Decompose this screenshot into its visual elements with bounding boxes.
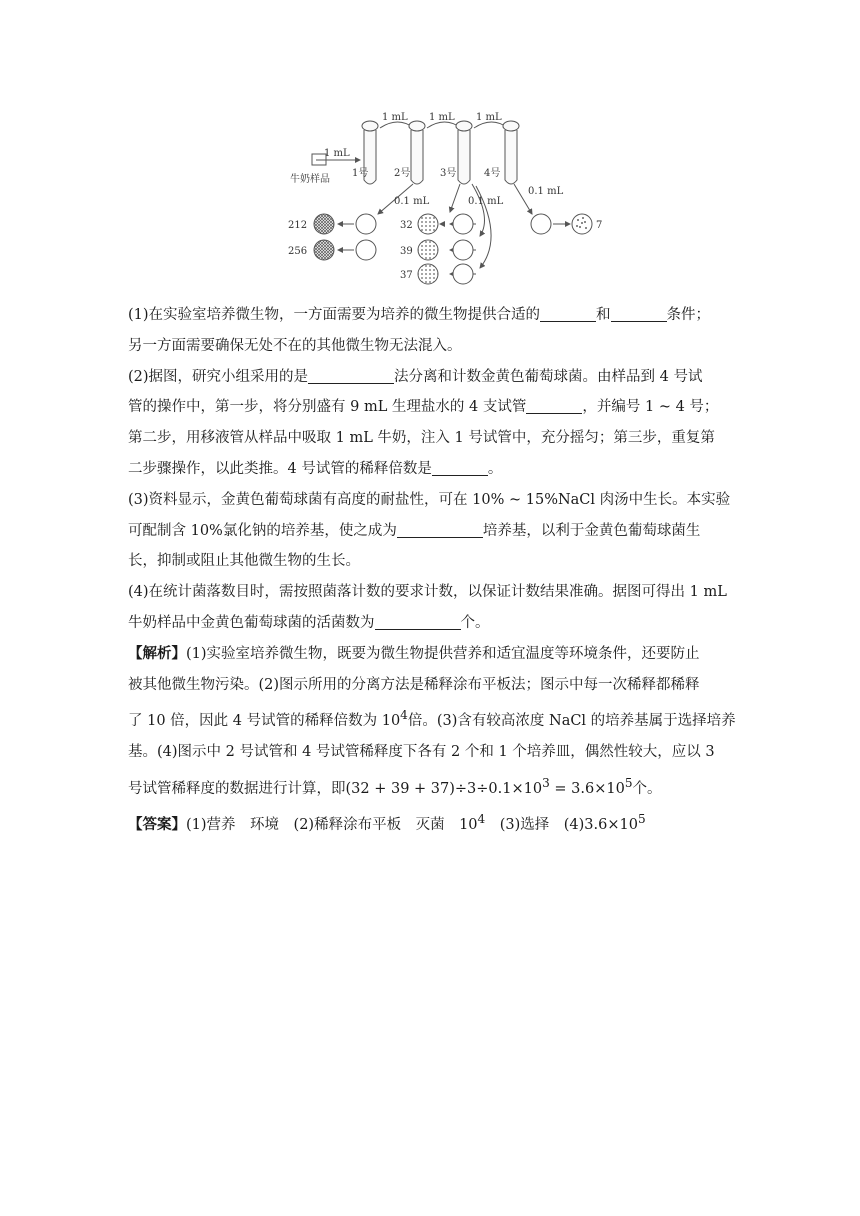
transfer-label-3: 1 mL [476,112,502,123]
question-body [128,300,738,841]
transfer-label-1: 1 mL [382,112,408,123]
question-2 [128,362,738,485]
q1-text-d: 另一方面需要确保无处不在的其他微生物无法混入。 [128,337,462,354]
answer-text-1: (1)营养 环境 (2)稀释涂布平板 灭菌 10 [186,817,478,834]
answer-section [128,804,738,841]
dilution-diagram [280,108,610,290]
q3-text-d: 长，抑制或阻止其他微生物的生长。 [128,553,360,570]
analysis-section [128,639,738,805]
q2-text-f: 二步骤操作，以此类推。4 号试管的稀释倍数是 [128,460,432,477]
plate-39 [418,240,438,260]
answer-blank[interactable] [397,521,483,538]
tube-label-3: 3号 [440,168,457,179]
q1-text-b: 和 [596,307,611,323]
plate-256 [314,240,334,260]
count-212: 212 [288,220,308,231]
count-256: 256 [288,246,308,257]
answer-blank[interactable] [540,305,596,322]
q2-text-b: 法分离和计数金黄色葡萄球菌。由样品到 4 号试 [394,368,703,385]
analysis-line-5c: 个。 [632,780,662,797]
petri-plates [314,214,592,284]
analysis-line-2: 被其他微生物污染。(2)图示所用的分离方法是稀释涂布平板法；图示中每一次稀释都稀释 [128,676,700,693]
plate-32 [418,214,438,234]
answer-tag: 【答案】 [128,816,186,834]
exponent: 5 [637,812,646,827]
q3-text-b: 可配制含 10%氯化钠的培养基，使之成为 [128,522,397,539]
q3-text-c: 培养基，以利于金黄色葡萄球菌生 [482,522,701,539]
q2-text-a: (2)据图，研究小组采用的是 [128,368,309,385]
q4-text-a: (4)在统计菌落数目时，需按照菌落计数的要求计数，以保证计数结果准确。据图可得出 1 mL [128,584,727,601]
exponent: 5 [624,775,633,790]
q4-text-c: 个。 [460,614,490,631]
exponent: 3 [542,775,550,790]
answer-blank[interactable] [432,459,488,476]
plate-blank-5 [453,264,473,284]
analysis-tag: 【解析】 [128,644,186,662]
transfer-label-0: 1 mL [324,148,350,159]
tube-label-4: 4号 [484,168,501,179]
plate-blank-3 [453,214,473,234]
q2-text-g: 。 [487,460,503,477]
plate-blank-4 [453,240,473,260]
tube-4 [505,130,517,184]
q2-text-e: 第二步，用移液管从样品中吸取 1 mL 牛奶，注入 1 号试管中，充分摇匀；第三步，重复第 [128,430,715,447]
answer-blank[interactable] [526,397,582,414]
serial-dilution-figure [280,108,610,290]
plate-blank-2 [356,240,376,260]
analysis-line-5b: = 3.6×10 [549,780,625,797]
q4-text-b: 牛奶样品中金黄色葡萄球菌的活菌数为 [128,614,375,631]
tube-label-1: 1号 [352,168,369,179]
count-37: 37 [400,270,413,281]
answer-blank[interactable] [375,613,461,630]
plate-blank-6 [531,214,551,234]
analysis-line-3a: 了 10 倍，因此 4 号试管的稀释倍数为 10 [128,713,401,730]
plate-blank-1 [356,214,376,234]
transfer-label-2: 1 mL [429,112,455,123]
answer-blank[interactable] [308,367,394,384]
tube-2 [411,130,423,184]
tube-3 [458,130,470,184]
exponent: 4 [477,812,486,827]
answer-blank[interactable] [611,305,667,322]
plate-transfer-label-4: 0.1 mL [528,186,564,197]
q3-text-a: (3)资料显示，金黄色葡萄球菌有高度的耐盐性，可在 10% ~ 15%NaCl 肉汤中生长。本实验 [128,491,731,508]
analysis-line-5a: 号试管稀释度的数据进行计算，即(32 + 39 + 37)÷3÷0.1×10 [128,780,543,797]
answer-text-2: (3)选择 (4)3.6×10 [485,817,638,834]
plate-transfer-label-3: 0.1 mL [468,196,504,207]
plate-212 [314,214,334,234]
q1-text-a: (1)在实验室培养微生物，一方面需要为培养的微生物提供合适的 [128,307,541,323]
analysis-line-4: 基。(4)图示中 2 号试管和 4 号试管稀释度下各有 2 个和 1 个培养皿，偶然性较大，应以 3 [128,743,715,760]
analysis-line-1: (1)实验室培养微生物，既要为微生物提供营养和适宜温度等环境条件，还要防止 [186,645,700,662]
count-7: 7 [596,220,603,231]
question-3 [128,485,738,577]
count-39: 39 [400,246,413,257]
count-32: 32 [400,220,413,231]
plate-transfer-label-2: 0.1 mL [394,196,430,207]
milk-sample-label: 牛奶样品 [290,174,330,185]
q2-text-c: 管的操作中，第一步，将分别盛有 9 mL 生理盐水的 4 支试管 [128,399,527,416]
exponent: 4 [400,708,408,723]
question-4 [128,577,738,639]
analysis-line-3b: 倍。(3)含有较高浓度 NaCl 的培养基属于选择培养 [407,713,736,730]
q2-text-d: ，并编号 1 ~ 4 号； [582,399,719,416]
q1-text-c: 条件； [666,307,711,323]
tube-label-2: 2号 [394,168,411,179]
plate-37 [418,264,438,284]
question-1 [128,300,738,362]
